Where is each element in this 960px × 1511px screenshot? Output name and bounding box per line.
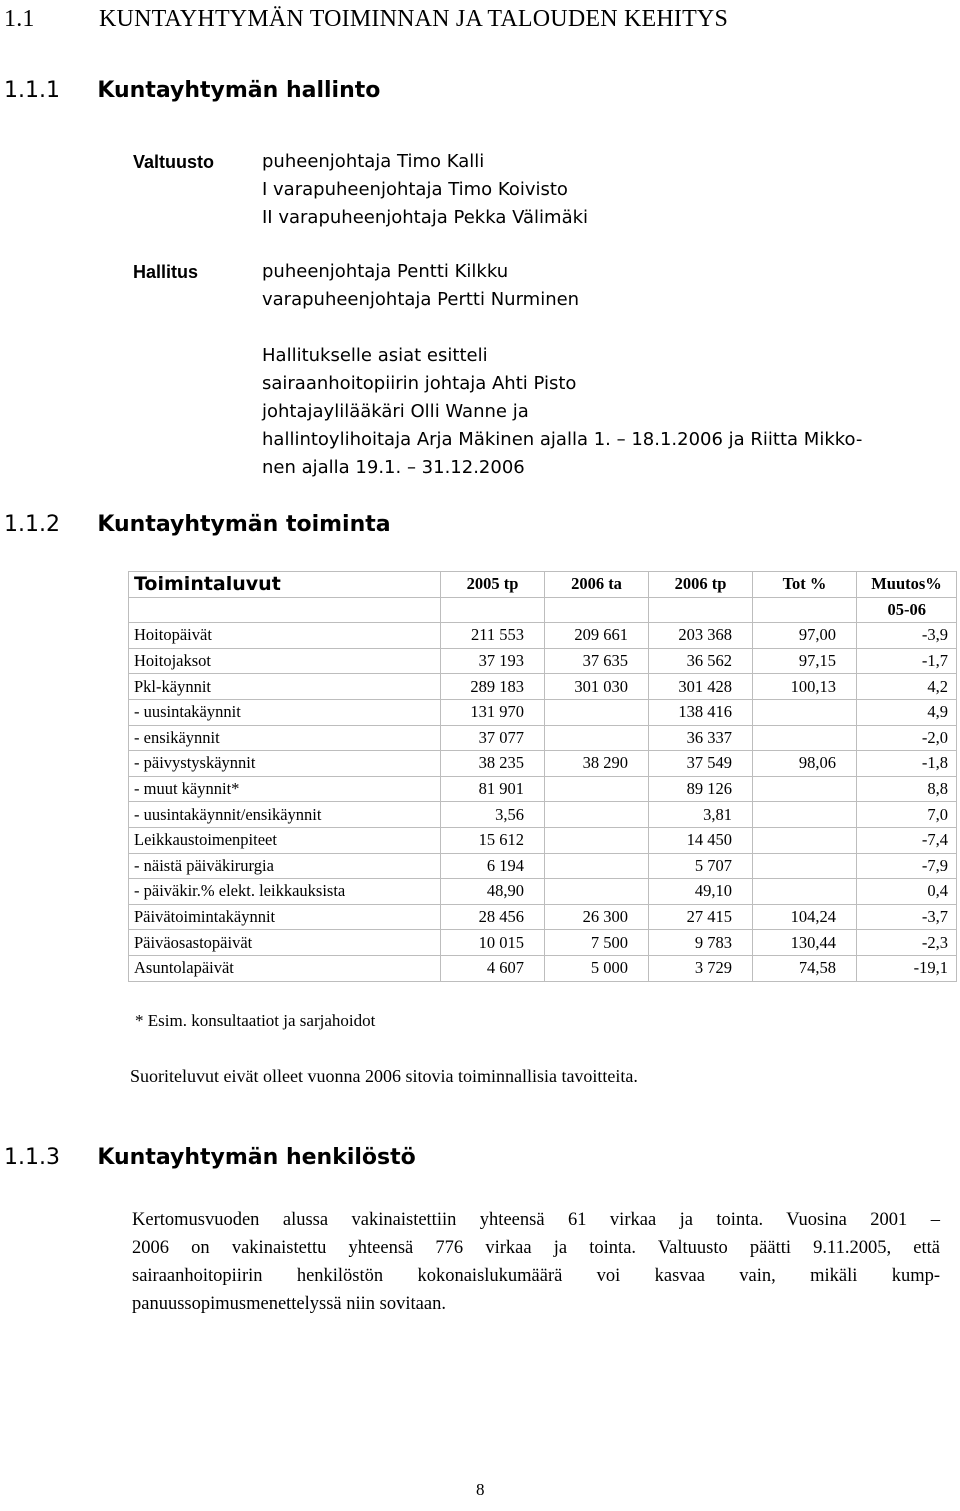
table-cell: 37 193 bbox=[441, 648, 545, 674]
table-cell: 37 077 bbox=[441, 725, 545, 751]
hallitus-label: Hallitus bbox=[133, 262, 199, 282]
member-line: I varapuheenjohtaja Timo Koivisto bbox=[262, 179, 568, 200]
table-cell: 130,44 bbox=[753, 930, 857, 956]
member-line: puheenjohtaja Timo Kalli bbox=[262, 151, 485, 172]
table-cell: -1,7 bbox=[857, 648, 957, 674]
table-row bbox=[129, 725, 957, 751]
table-cell: 3 729 bbox=[649, 955, 753, 981]
table-cell: 5 000 bbox=[545, 955, 649, 981]
table-cell: 14 450 bbox=[649, 827, 753, 853]
table-row bbox=[129, 648, 957, 674]
row-label: Pkl-käynnit bbox=[129, 674, 441, 700]
table-cell: 3,81 bbox=[649, 802, 753, 828]
table-cell bbox=[545, 879, 649, 905]
row-label: - ensikäynnit bbox=[129, 725, 441, 751]
table-cell: 6 194 bbox=[441, 853, 545, 879]
row-label: - muut käynnit* bbox=[129, 776, 441, 802]
table-cell: 301 030 bbox=[545, 674, 649, 700]
member-line: puheenjohtaja Pentti Kilkku bbox=[262, 261, 509, 282]
table-cell: 38 290 bbox=[545, 751, 649, 777]
row-label: - päiväkir.% elekt. leikkauksista bbox=[129, 879, 441, 905]
column-subheader: 05-06 bbox=[857, 597, 957, 623]
subsection-title: Kuntayhtymän henkilöstö bbox=[97, 1145, 416, 1170]
henkilosto-paragraph bbox=[132, 1206, 940, 1318]
row-label: - päivystyskäynnit bbox=[129, 751, 441, 777]
column-header: Toimintaluvut bbox=[129, 572, 441, 598]
table-row bbox=[129, 623, 957, 649]
row-label: Asuntolapäivät bbox=[129, 955, 441, 981]
hallitus-members bbox=[262, 258, 579, 314]
table-cell: 138 416 bbox=[649, 699, 753, 725]
table-cell: 74,58 bbox=[753, 955, 857, 981]
table-cell: 10 015 bbox=[441, 930, 545, 956]
row-label: - näistä päiväkirurgia bbox=[129, 853, 441, 879]
table-cell: 37 635 bbox=[545, 648, 649, 674]
table-note: Suoriteluvut eivät olleet vuonna 2006 sitovia toiminnallisia tavoitteita. bbox=[130, 1066, 638, 1086]
table-cell: 4 607 bbox=[441, 955, 545, 981]
table-cell bbox=[753, 725, 857, 751]
table-cell: 98,06 bbox=[753, 751, 857, 777]
table-cell: -3,9 bbox=[857, 623, 957, 649]
section-title: KUNTAYHTYMÄN TOIMINNAN JA TALOUDEN KEHITYS bbox=[99, 6, 729, 32]
table-cell: 0,4 bbox=[857, 879, 957, 905]
table-cell: 5 707 bbox=[649, 853, 753, 879]
subsection-number: 1.1.2 bbox=[4, 512, 60, 537]
subsection-title: Kuntayhtymän toiminta bbox=[97, 512, 391, 537]
table-cell: 28 456 bbox=[441, 904, 545, 930]
table-cell: 36 337 bbox=[649, 725, 753, 751]
table-cell: 48,90 bbox=[441, 879, 545, 905]
table-cell bbox=[753, 699, 857, 725]
valtuusto-members bbox=[262, 148, 588, 232]
table-cell: 4,2 bbox=[857, 674, 957, 700]
table-cell: 36 562 bbox=[649, 648, 753, 674]
table-cell: 81 901 bbox=[441, 776, 545, 802]
member-line: II varapuheenjohtaja Pekka Välimäki bbox=[262, 207, 589, 228]
table-cell: 38 235 bbox=[441, 751, 545, 777]
table-cell: 15 612 bbox=[441, 827, 545, 853]
table-cell bbox=[129, 597, 441, 623]
row-label: Hoitopäivät bbox=[129, 623, 441, 649]
column-header: 2006 tp bbox=[649, 572, 753, 598]
table-cell: 209 661 bbox=[545, 623, 649, 649]
table-cell: -3,7 bbox=[857, 904, 957, 930]
table-cell: -2,3 bbox=[857, 930, 957, 956]
subsection-number: 1.1.3 bbox=[4, 1145, 60, 1170]
column-header: Tot % bbox=[753, 572, 857, 598]
table-row bbox=[129, 802, 957, 828]
section-number: 1.1 bbox=[4, 6, 35, 32]
table-cell bbox=[545, 853, 649, 879]
presenter-line: sairaanhoitopiirin johtaja Ahti Pisto bbox=[262, 373, 577, 394]
table-row bbox=[129, 827, 957, 853]
column-header: 2006 ta bbox=[545, 572, 649, 598]
table-cell: -1,8 bbox=[857, 751, 957, 777]
table-row bbox=[129, 674, 957, 700]
table-cell: 26 300 bbox=[545, 904, 649, 930]
table-cell: 131 970 bbox=[441, 699, 545, 725]
toimintaluvut-table bbox=[128, 571, 957, 982]
row-label: Hoitojaksot bbox=[129, 648, 441, 674]
paragraph-line: 2006 on vakinaistettu yhteensä 776 virkaa ja tointa. Valtuusto päätti 9.11.2005, että bbox=[132, 1238, 940, 1258]
table-cell bbox=[753, 802, 857, 828]
subsection-heading-hallinto bbox=[4, 78, 380, 103]
table-cell: 37 549 bbox=[649, 751, 753, 777]
table-cell: 4,9 bbox=[857, 699, 957, 725]
table-cell bbox=[753, 827, 857, 853]
table-cell bbox=[545, 827, 649, 853]
table-cell: -7,4 bbox=[857, 827, 957, 853]
paragraph-line: panuussopimusmenettelyssä niin sovitaan. bbox=[132, 1294, 446, 1314]
subsection-heading-henkilosto bbox=[4, 1145, 416, 1170]
table-cell: 203 368 bbox=[649, 623, 753, 649]
table-cell bbox=[545, 597, 649, 623]
table-cell bbox=[753, 597, 857, 623]
presenter-line: nen ajalla 19.1. – 31.12.2006 bbox=[262, 457, 525, 478]
table-row bbox=[129, 930, 957, 956]
table-subheader-row bbox=[129, 597, 957, 623]
table-cell bbox=[545, 699, 649, 725]
table-cell: 301 428 bbox=[649, 674, 753, 700]
row-label: Päiväosastopäivät bbox=[129, 930, 441, 956]
row-label: - uusintakäynnit/ensikäynnit bbox=[129, 802, 441, 828]
table-cell: 27 415 bbox=[649, 904, 753, 930]
table-cell bbox=[545, 776, 649, 802]
paragraph-line: Kertomusvuoden alussa vakinaistettiin yhteensä 61 virkaa ja tointa. Vuosina 2001 – bbox=[132, 1210, 940, 1230]
presenter-line: hallintoylihoitaja Arja Mäkinen ajalla 1. – 18.1.2006 ja Riitta Mikko- bbox=[262, 429, 863, 450]
table-cell bbox=[545, 802, 649, 828]
table-cell: 104,24 bbox=[753, 904, 857, 930]
table-cell bbox=[545, 725, 649, 751]
table-cell: 7 500 bbox=[545, 930, 649, 956]
table-row bbox=[129, 699, 957, 725]
table-cell: 9 783 bbox=[649, 930, 753, 956]
row-label: Leikkaustoimenpiteet bbox=[129, 827, 441, 853]
column-header: Muutos% bbox=[857, 572, 957, 598]
valtuusto-label: Valtuusto bbox=[133, 152, 215, 172]
table-cell: 97,15 bbox=[753, 648, 857, 674]
table-cell: 211 553 bbox=[441, 623, 545, 649]
table-row bbox=[129, 853, 957, 879]
table-cell: 3,56 bbox=[441, 802, 545, 828]
presenter-line: Hallitukselle asiat esitteli bbox=[262, 345, 488, 366]
table-row bbox=[129, 879, 957, 905]
table-cell: 89 126 bbox=[649, 776, 753, 802]
page-number: 8 bbox=[476, 1480, 485, 1499]
table-cell bbox=[753, 853, 857, 879]
table-row bbox=[129, 955, 957, 981]
table-cell: 49,10 bbox=[649, 879, 753, 905]
row-label: - uusintakäynnit bbox=[129, 699, 441, 725]
row-label: Päivätoimintakäynnit bbox=[129, 904, 441, 930]
table-cell: 97,00 bbox=[753, 623, 857, 649]
table-cell: 100,13 bbox=[753, 674, 857, 700]
subsection-title: Kuntayhtymän hallinto bbox=[97, 78, 381, 103]
table-cell: 289 183 bbox=[441, 674, 545, 700]
presenter-line: johtajaylilääkäri Olli Wanne ja bbox=[262, 401, 529, 422]
table-cell: -19,1 bbox=[857, 955, 957, 981]
table-cell: -2,0 bbox=[857, 725, 957, 751]
table-cell: -7,9 bbox=[857, 853, 957, 879]
member-line: varapuheenjohtaja Pertti Nurminen bbox=[262, 289, 580, 310]
table-body bbox=[129, 623, 957, 981]
paragraph-line: sairaanhoitopiirin henkilöstön kokonaislukumäärä voi kasvaa vain, mikäli kump- bbox=[132, 1266, 940, 1286]
presenters-block bbox=[262, 342, 862, 482]
table-cell: 8,8 bbox=[857, 776, 957, 802]
table-cell bbox=[753, 879, 857, 905]
table-cell: 7,0 bbox=[857, 802, 957, 828]
table-row bbox=[129, 776, 957, 802]
table-row bbox=[129, 904, 957, 930]
table-cell bbox=[753, 776, 857, 802]
column-header: 2005 tp bbox=[441, 572, 545, 598]
table-row bbox=[129, 751, 957, 777]
table-cell bbox=[441, 597, 545, 623]
subsection-number: 1.1.1 bbox=[4, 78, 60, 103]
subsection-heading-toiminta bbox=[4, 512, 391, 537]
table-footnote: * Esim. konsultaatiot ja sarjahoidot bbox=[135, 1011, 376, 1030]
table-header-row bbox=[129, 572, 957, 598]
section-heading bbox=[4, 6, 728, 33]
table-cell bbox=[649, 597, 753, 623]
